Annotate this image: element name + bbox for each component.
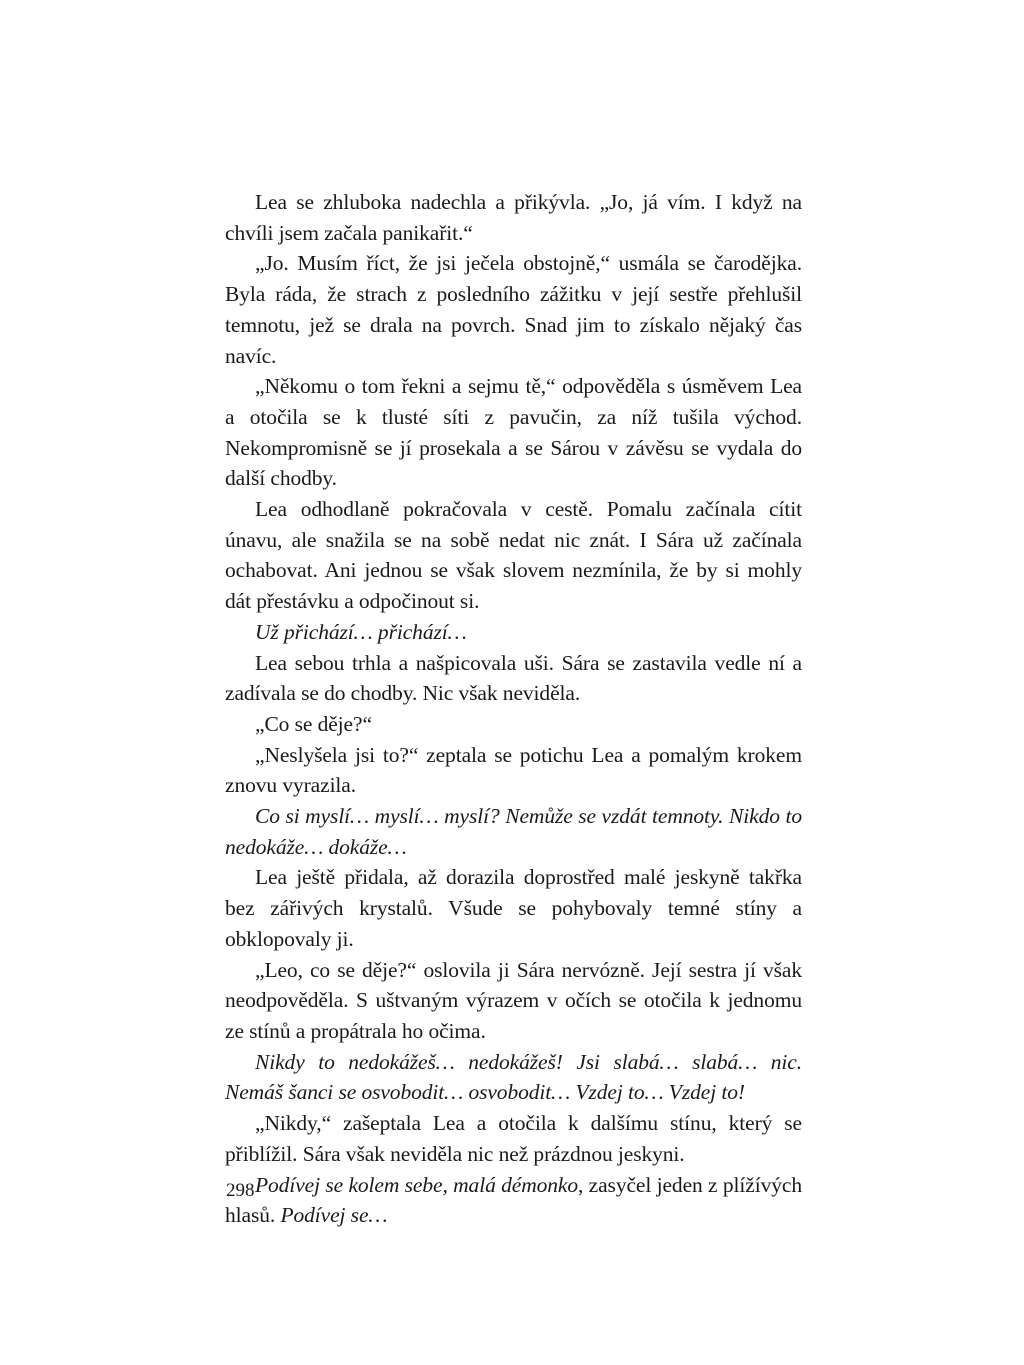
paragraph-text: „Neslyšela jsi to?“ zeptala se potichu Lea a pomalým krokem znovu vyrazila. [225, 742, 802, 798]
paragraph-11 [225, 955, 802, 1047]
paragraph-text: „Nikdy,“ zašeptala Lea a otočila k dalšímu stínu, který se přiblížil. Sára však neviděla nic než prázdnou jeskyni. [225, 1111, 802, 1166]
paragraph-text: Lea odhodlaně pokračovala v cestě. Pomalu začínala cítit únavu, ale snažila se na sobě nedat nic znát. I Sára už začínala ochabovat. Ani jednou se však slovem nezmínila, že by si mohly dát přestávku a odpočinout si. [225, 497, 802, 614]
paragraph-text: „Jo. Musím říct, že jsi ječela obstojně,“ usmála se čarodějka. Byla ráda, že strach z posledního zážitku v její sestře přehlušil temnotu, jež se drala na povrch. Snad jim to získalo nějaký čas navíc. [225, 251, 802, 368]
italic-phrase: Podívej se kolem sebe, malá démonko [255, 1172, 579, 1197]
paragraph-8 [225, 740, 802, 801]
paragraph-text: Lea ještě přidala, až dorazila doprostřed malé jeskyně takřka bez zářivých krystalů. Všude se pohybovaly temné stíny a obklopovaly ji. [225, 865, 802, 951]
paragraph-4 [225, 494, 802, 617]
italic-thought: Nikdy to nedokážeš… nedokážeš! Jsi slabá… slabá… nic. Nemáš šanci se osvobodit… osvobodit… Vzdej to… Vzdej to! [225, 1049, 802, 1105]
paragraph-text: „Leo, co se děje?“ oslovila ji Sára nervózně. Její sestra jí však neodpověděla. S uštvaným výrazem v očích se otočila k jednomu ze stínů a propátrala ho očima. [225, 957, 802, 1043]
paragraph-text: „Co se děje?“ [255, 711, 372, 736]
paragraph-9-italic [225, 801, 802, 862]
body-text [225, 187, 802, 1231]
paragraph-3 [225, 371, 802, 494]
paragraph-text: , zasyčel jeden z plížívých hlasů. [225, 1172, 802, 1228]
paragraph-text: Lea sebou trhla a našpicovala uši. Sára se zastavila vedle ní a zadívala se do chodby. Nic však neviděla. [225, 650, 802, 706]
paragraph-text: Lea se zhluboka nadechla a přikývla. „Jo, já vím. I když na chvíli jsem začala panikařit.“ [225, 190, 802, 245]
paragraph-10 [225, 862, 802, 954]
paragraph-14 [225, 1170, 802, 1231]
italic-thought: Co si myslí… myslí… myslí? Nemůže se vzdát temnoty. Nikdo to nedokáže… dokáže… [225, 804, 802, 859]
paragraph-1 [225, 187, 802, 248]
paragraph-12-italic [225, 1047, 802, 1108]
page-number: 298 [226, 1180, 255, 1201]
paragraph-6 [225, 648, 802, 709]
paragraph-13 [225, 1108, 802, 1169]
paragraph-text: „Někomu o tom řekni a sejmu tě,“ odpověděla s úsměvem Lea a otočila se k tlusté síti z pavučin, za níž tušila východ. Nekompromisně se jí prosekala a se Sárou v závěsu se vydala do další chodby. [225, 374, 802, 491]
paragraph-5-italic [225, 617, 802, 648]
italic-phrase: Podívej se… [280, 1203, 388, 1228]
paragraph-2 [225, 248, 802, 371]
paragraph-7 [225, 709, 802, 740]
italic-thought: Už přichází… přichází… [255, 619, 467, 644]
